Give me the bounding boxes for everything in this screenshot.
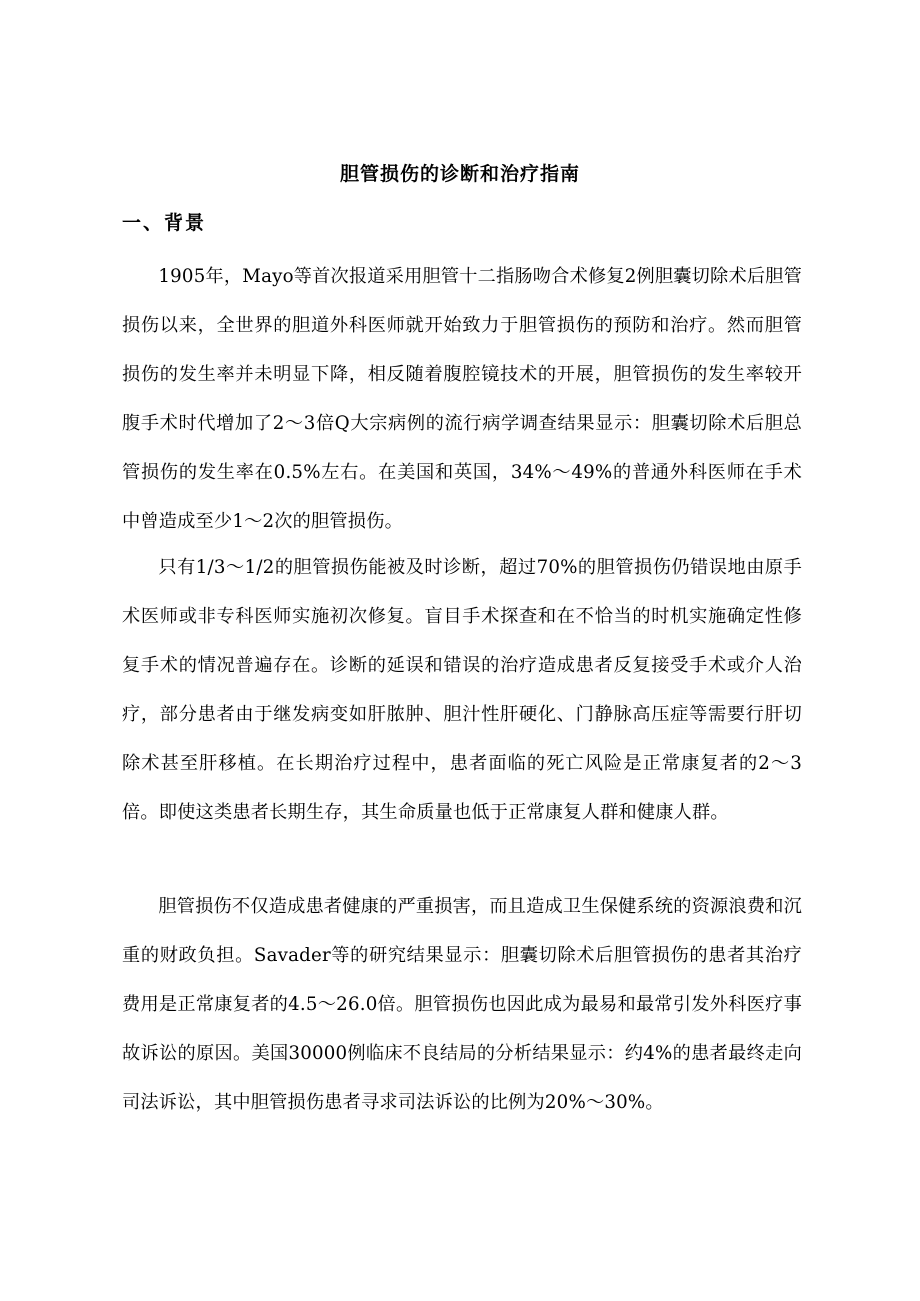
paragraph-3: 胆管损伤不仅造成患者健康的严重损害，而且造成卫生保健系统的资源浪费和沉重的财政负担。Savader等的研究结果显示：胆囊切除术后胆管损伤的患者其治疗费用是正常康复者的4.5～26.0倍。胆管损伤也因此成为最易和最常引发外科医疗事故诉讼的原因。美国30000例临床不良结局的分析结果显示：约4%的患者最终走向司法诉讼，其中胆管损伤患者寻求司法诉讼的比例为20%～30%。 (122, 896, 802, 1113)
paragraph-1: 1905年，Mayo等首次报道采用胆管十二指肠吻合术修复2例胆囊切除术后胆管损伤以来，全世界的胆道外科医师就开始致力于胆管损伤的预防和治疗。然而胆管损伤的发生率并未明显下降，相反随着腹腔镜技术的开展，胆管损伤的发生率较开腹手术时代增加了2～3倍Q大宗病例的流行病学调查结果显示：胆囊切除术后胆总管损伤的发生率在0.5%左右。在美国和英国，34%～49%的普通外科医师在手术中曾造成至少1～2次的胆管损伤。 (122, 266, 802, 532)
section-heading-background: 一、背景 (122, 212, 207, 234)
paragraph-2: 只有1/3～1/2的胆管损伤能被及时诊断，超过70%的胆管损伤仍错误地由原手术医师或非专科医师实施初次修复。盲目手术探查和在不恰当的时机实施确定性修复手术的情况普遍存在。诊断的延误和错误的治疗造成患者反复接受手术或介人治疗，部分患者由于继发病变如肝脓肿、胆汁性肝硬化、门静脉高压症等需要行肝切除术甚至肝移植。在长期治疗过程中，患者面临的死亡风险是正常康复者的2～3倍。即使这类患者长期生存，其生命质量也低于正常康复人群和健康人群。 (122, 557, 802, 823)
document-title: 胆管损伤的诊断和治疗指南 (339, 163, 580, 185)
